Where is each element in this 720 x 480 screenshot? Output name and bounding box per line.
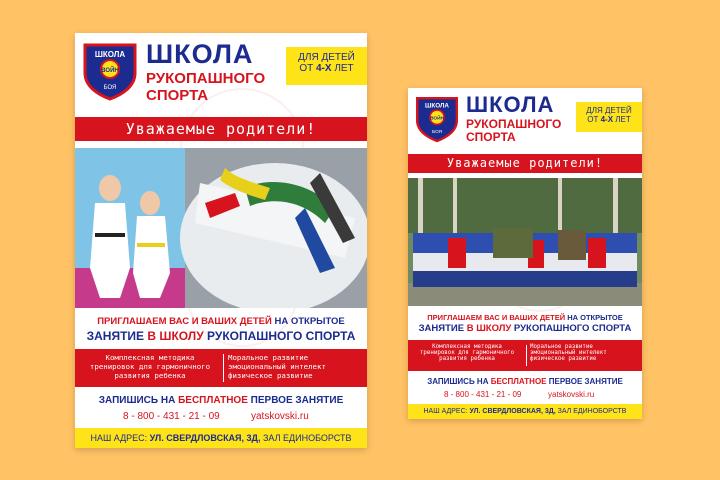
feature-item: Моральное развитие (530, 344, 593, 350)
title-school: ШКОЛА (146, 39, 254, 69)
phone-number[interactable]: 8 - 800 - 431 - 21 - 09 (444, 390, 522, 399)
logo-top-text: ШКОЛА (94, 50, 126, 59)
karate-photo-image (75, 148, 367, 308)
feature-item: Комплексная методика (432, 344, 502, 350)
feature-item: Моральное развитие (228, 353, 309, 362)
title-hand-to-hand: РУКОПАШНОГО (146, 70, 266, 87)
logo-center-text: ВОЙН (430, 116, 444, 122)
title-sport: СПОРТА (146, 87, 209, 104)
banner-dear-parents: Уважаемые родители! (75, 117, 367, 141)
title-sport: СПОРТА (466, 130, 516, 144)
features-divider (223, 354, 224, 382)
signup-free-lesson: ЗАПИШИСЬ НА БЕСПЛАТНОЕ ПЕРВОЕ ЗАНЯТИЕ (98, 395, 344, 406)
age-badge-line1: ДЛЯ ДЕТЕЙ (586, 106, 632, 115)
flyer-large (75, 33, 367, 448)
features-left (83, 349, 217, 387)
features-right (228, 349, 362, 387)
invite-line2: ЗАНЯТИЕ В ШКОЛУ РУКОПАШНОГО СПОРТА (418, 323, 632, 334)
features-band (408, 340, 642, 371)
feature-item: Комплексная методика (105, 353, 195, 362)
title-school: ШКОЛА (466, 92, 555, 117)
group-photo-image (408, 178, 642, 306)
flyer-small (408, 88, 642, 419)
age-badge-line1: ДЛЯ ДЕТЕЙ (298, 52, 355, 63)
features-divider (526, 345, 527, 366)
feature-item: тренировок для гармоничного (419, 350, 515, 356)
invite-line1: ПРИГЛАШАЕМ ВАС И ВАШИХ ДЕТЕЙ НА ОТКРЫТОЕ (427, 313, 623, 322)
website-link[interactable]: yatskovski.ru (251, 411, 309, 422)
feature-item: физическое развитие (228, 371, 313, 380)
banner-dear-parents: Уважаемые родители! (408, 154, 642, 173)
address-bar: НАШ АДРЕС: УЛ. СВЕРДЛОВСКАЯ, 3Д, ЗАЛ ЕДИНОБОРСТВ (408, 404, 642, 419)
people-group (413, 228, 637, 287)
age-badge-line2: ОТ 4-Х ЛЕТ (299, 63, 354, 74)
logo-top-text: ШКОЛА (425, 102, 449, 110)
children-karate-photo (75, 148, 367, 308)
group-photo-outdoors (408, 178, 642, 306)
school-logo-icon (414, 93, 460, 143)
feature-item: эмоциональный интелект (228, 362, 326, 371)
phone-number[interactable]: 8 - 800 - 431 - 21 - 09 (123, 411, 220, 422)
age-badge-line2: ОТ 4-Х ЛЕТ (587, 115, 631, 124)
logo-bottom-text: БОЯ (103, 85, 117, 91)
invite-line2: ЗАНЯТИЕ В ШКОЛУ РУКОПАШНОГО СПОРТА (86, 329, 356, 343)
invite-line1: ПРИГЛАШАЕМ ВАС И ВАШИХ ДЕТЕЙ НА ОТКРЫТОЕ (97, 316, 345, 327)
feature-item: развития ребенка (439, 356, 495, 362)
feature-item: развития ребенка (114, 371, 186, 380)
features-left (413, 340, 521, 371)
website-link[interactable]: yatskovski.ru (548, 390, 595, 399)
title-hand-to-hand: РУКОПАШНОГО (466, 117, 562, 131)
signup-free-lesson: ЗАПИШИСЬ НА БЕСПЛАТНОЕ ПЕРВОЕ ЗАНЯТИЕ (427, 377, 623, 386)
feature-item: физическое развитие (530, 356, 597, 362)
features-band (75, 349, 367, 387)
features-right (530, 340, 638, 371)
logo-center-text: ВОЙН (101, 68, 119, 74)
feature-item: эмоциональный интелект (530, 350, 607, 356)
age-badge (286, 47, 367, 85)
feature-item: тренировок для гармоничного (89, 362, 211, 371)
address-bar: НАШ АДРЕС: УЛ. СВЕРДЛОВСКАЯ, 3Д, ЗАЛ ЕДИНОБОРСТВ (75, 428, 367, 448)
age-badge (576, 102, 642, 132)
school-logo-icon (81, 39, 139, 101)
logo-bottom-text: БОЯ (431, 130, 443, 136)
